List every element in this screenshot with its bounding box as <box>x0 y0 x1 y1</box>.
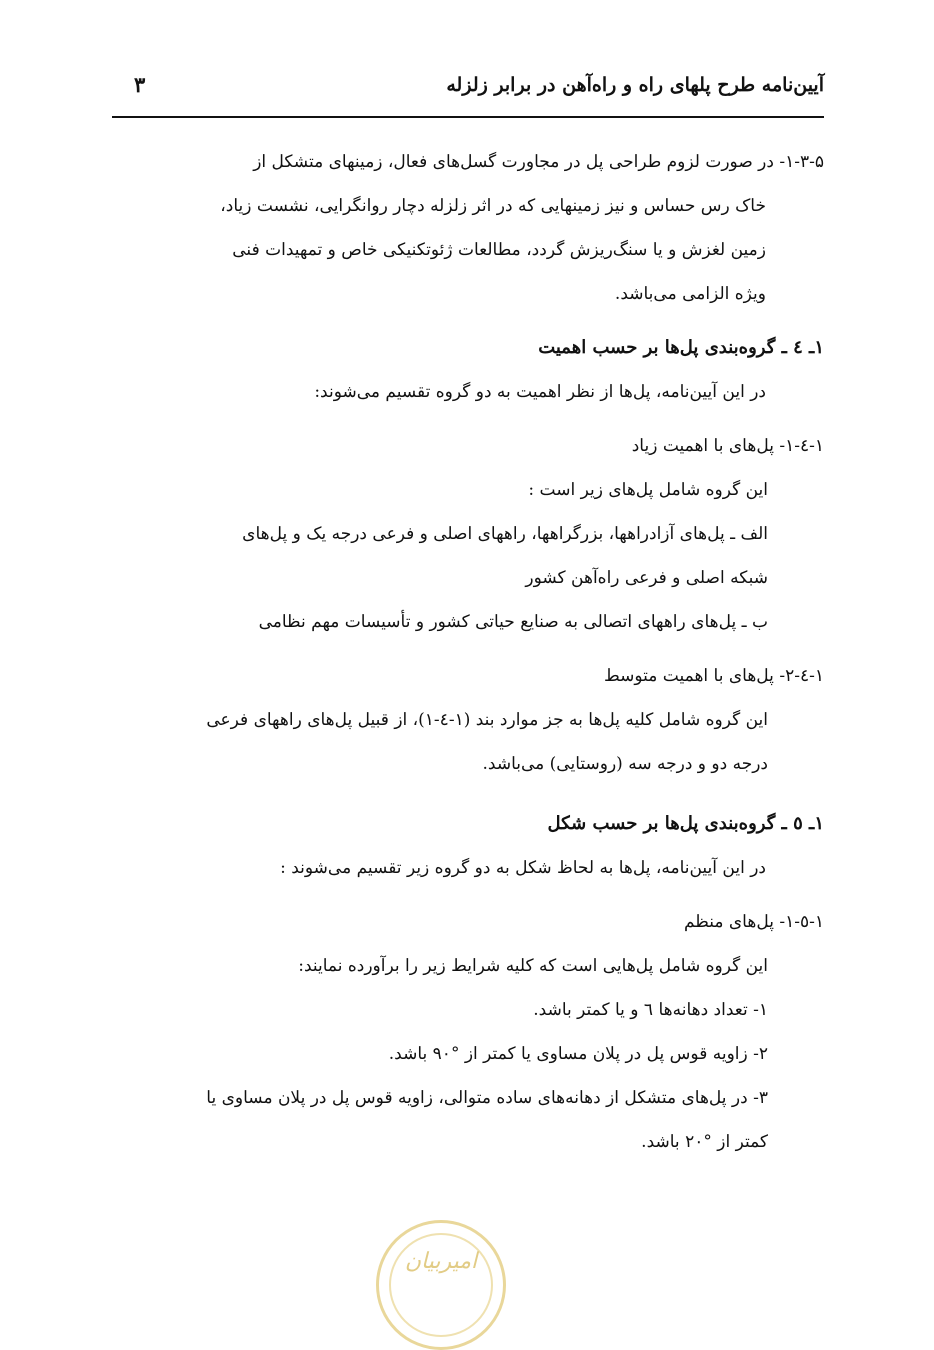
section-intro: در این آیین‌نامه، پل‌ها به لحاظ شکل به دو گروه زیر تقسیم می‌شوند : <box>280 858 766 878</box>
subsection-title-1-4-1: ۱-٤-۱- پل‌های با اهمیت زیاد <box>631 436 824 456</box>
page-body <box>112 140 824 1164</box>
condition-item-3: ۳- در پل‌های متشکل از دهانه‌های ساده متوالی، زاویه قوس پل در پلان مساوی یا <box>206 1088 768 1108</box>
text-line: خاک رس حساس و نیز زمینهایی که در اثر زلزله دچار روانگرایی، نشست زیاد، <box>220 196 766 216</box>
subsection-intro: این گروه شامل پل‌هایی است که کلیه شرایط زیر را برآورده نمایند: <box>298 956 768 976</box>
text-line: درجه دو و درجه سه (روستایی) می‌باشد. <box>482 754 768 774</box>
subsection-title-1-5-1: ۱-٥-۱- پل‌های منظم <box>683 912 824 932</box>
text-line: زمین لغزش و یا سنگ‌ریزش گردد، مطالعات ژئوتکنیکی خاص و تمهیدات فنی <box>232 240 766 260</box>
subsection-intro: این گروه شامل پل‌های زیر است : <box>528 480 768 500</box>
text-line: ۱-۳-۵- در صورت لزوم طراحی پل در مجاورت گسل‌های فعال، زمینهای متشکل از <box>253 152 824 172</box>
page-number: ۳ <box>134 72 146 97</box>
section-heading-1-5: ۱ـ ٥ ـ گروه‌بندی پل‌ها بر حسب شکل <box>547 813 824 834</box>
watermark-text: امیربیان <box>404 1249 478 1274</box>
paragraph-1-3-5 <box>112 140 824 316</box>
text-line: این گروه شامل کلیه پل‌ها به جز موارد بند (۱-٤-۱)، از قبیل پل‌های راههای فرعی <box>206 710 768 730</box>
list-item-be: ب ـ پل‌های راههای اتصالی به صنایع حیاتی کشور و تأسیسات مهم نظامی <box>258 612 768 632</box>
section-heading-1-4: ۱ـ ٤ ـ گروه‌بندی پل‌ها بر حسب اهمیت <box>538 337 824 358</box>
condition-item-2: ۲- زاویه قوس پل در پلان مساوی یا کمتر از °۹۰ باشد. <box>388 1044 768 1064</box>
subsection-title-1-4-2: ۱-٤-۲- پل‌های با اهمیت متوسط <box>604 666 824 686</box>
list-item-alef-cont: شبکه اصلی و فرعی راه‌آهن کشور <box>525 568 768 588</box>
page-header <box>112 60 824 118</box>
running-title: آیین‌نامه طرح پلهای راه و راه‌آهن در برابر زلزله <box>446 74 824 96</box>
section-intro: در این آیین‌نامه، پل‌ها از نظر اهمیت به دو گروه تقسیم می‌شوند: <box>314 382 766 402</box>
condition-item-3-cont: کمتر از °۲۰ باشد. <box>641 1132 768 1152</box>
condition-item-1: ۱- تعداد دهانه‌ها ٦ و یا کمتر باشد. <box>533 1000 768 1020</box>
text-line: ویژه الزامی می‌باشد. <box>614 284 766 304</box>
watermark-logo-icon <box>376 1220 506 1350</box>
list-item-alef: الف ـ پل‌های آزادراهها، بزرگراهها، راههای اصلی و فرعی درجه یک و پل‌های <box>242 524 768 544</box>
